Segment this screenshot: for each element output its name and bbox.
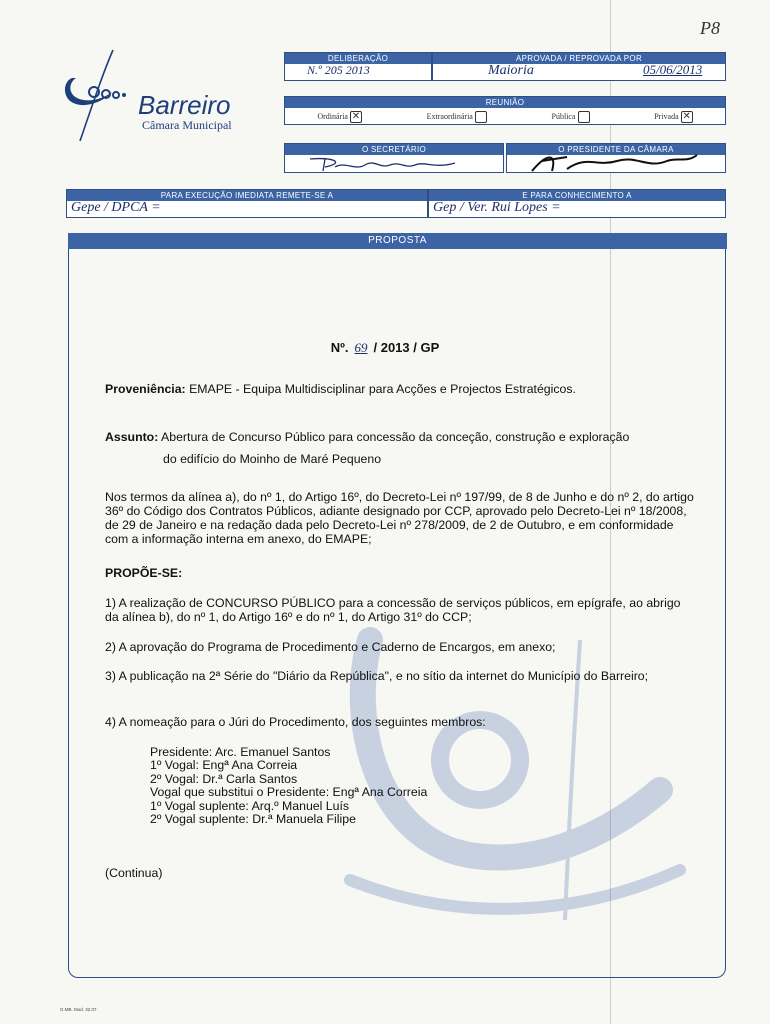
checkbox-checked-icon[interactable]: ✕ <box>682 111 691 122</box>
aprovada-by: Maioria <box>488 63 534 78</box>
logo-subtitle: Câmara Municipal <box>142 118 232 132</box>
jury-member: 2º Vogal suplente: Dr.ª Manuela Filipe <box>150 812 356 827</box>
reuniao-option-ordinaria[interactable]: Ordinária ✕ <box>317 111 361 122</box>
secretario-box <box>284 143 504 173</box>
jury-member: 2º Vogal: Dr.ª Carla Santos <box>150 771 298 786</box>
logo-swirl-icon <box>58 48 148 143</box>
form-code: G.MB. Mod. 32.07 <box>60 1007 97 1012</box>
secretario-signature <box>305 155 465 173</box>
deliberacao-box <box>284 52 432 81</box>
proposta-label: PROPOSTA <box>68 233 727 249</box>
reuniao-box <box>284 96 726 125</box>
execucao-value: Gepe / DPCA = <box>71 200 161 215</box>
checkbox-checked-icon[interactable]: ✕ <box>351 111 361 122</box>
aprovada-box <box>432 52 726 81</box>
conhecimento-label: E PARA CONHECIMENTO A <box>429 190 725 201</box>
jury-member: Presidente: Arc. Emanuel Santos <box>150 745 331 759</box>
checkbox-empty-icon[interactable] <box>578 111 590 123</box>
execucao-box <box>66 189 428 218</box>
jury-member: Vogal que substitui o Presidente: Engª Ana Correia <box>150 785 428 800</box>
aprovada-label: APROVADA / REPROVADA POR <box>433 53 725 64</box>
continua-note: (Continua) <box>105 866 163 880</box>
proposal-number-handwritten: 69 <box>354 340 368 355</box>
reuniao-option-privada[interactable]: Privada ✕ <box>654 111 691 122</box>
aprovada-date: 05/06/2013 <box>643 62 703 77</box>
deliberacao-label: DELIBERAÇÃO <box>285 53 431 64</box>
jury-member: 1º Vogal suplente: Arq.º Manuel Luís <box>150 798 350 813</box>
checkbox-empty-icon[interactable] <box>475 111 487 123</box>
proposal-item-4: 4) A nomeação para o Júri do Procedimento, dos seguintes membros: <box>105 715 486 729</box>
jury-member: 1º Vogal: Engª Ana Correia <box>150 758 298 773</box>
intro-paragraph: Nos termos da alínea a), do nº 1, do Artigo 16º, do Decreto-Lei nº 197/99, de 8 de Junho e do nº 2, do artigo 36º do Código dos Contratos Públicos, adiante designado por CCP, aprovado pelo Decreto-Lei nº 18/2008, de 29 de Janeiro e na redação dada pelo Decreto-Lei nº 278/2009, de 2 de Outubro, e em conformidade com a informação interna em anexo, do EMAPE; <box>105 490 694 546</box>
logo-name: Barreiro <box>138 90 231 120</box>
reuniao-option-publica[interactable]: Pública <box>552 111 590 123</box>
assunto-line-2: do edifício do Moinho de Maré Pequeno <box>163 452 382 466</box>
reuniao-option-extraordinaria[interactable]: Extraordinária <box>427 111 487 123</box>
deliberacao-number: N.º 205 2013 <box>307 63 370 77</box>
proposal-item-3: 3) A publicação na 2ª Série do "Diário da República", e no sítio da internet do Município do Barreiro; <box>105 669 649 683</box>
reuniao-label: REUNIÃO <box>285 97 725 108</box>
secretario-label: O SECRETÁRIO <box>285 144 503 155</box>
conhecimento-value: Gep / Ver. Rui Lopes = <box>433 200 561 215</box>
presidente-signature <box>527 153 707 173</box>
presidente-box <box>506 143 726 173</box>
presidente-label: O PRESIDENTE DA CÂMARA <box>507 144 725 155</box>
conhecimento-box <box>428 189 726 218</box>
execucao-label: PARA EXECUÇÃO IMEDIATA REMETE-SE A <box>67 190 427 201</box>
proposal-number: Nº. 69 / 2013 / GP <box>330 340 440 355</box>
proposal-item-1: 1) A realização de CONCURSO PÚBLICO para a concessão de serviços públicos, em epígrafe, ao abrigo da alínea b), do nº 1, do Artigo 16º e do nº 1, do Artigo 31º do CCP; <box>105 596 681 624</box>
proposal-item-2: 2) A aprovação do Programa de Procedimento e Caderno de Encargos, em anexo; <box>105 640 556 654</box>
page-number-mark: P8 <box>700 18 720 38</box>
propoe-heading: PROPÕE-SE: <box>105 566 183 580</box>
jury-list <box>150 746 427 826</box>
barreiro-logo <box>58 48 258 143</box>
assunto-line: Assunto: Abertura de Concurso Público para concessão da conceção, construção e exploração <box>105 430 630 444</box>
proveniencia-line: Proveniência: EMAPE - Equipa Multidisciplinar para Acções e Projectos Estratégicos. <box>105 382 576 396</box>
